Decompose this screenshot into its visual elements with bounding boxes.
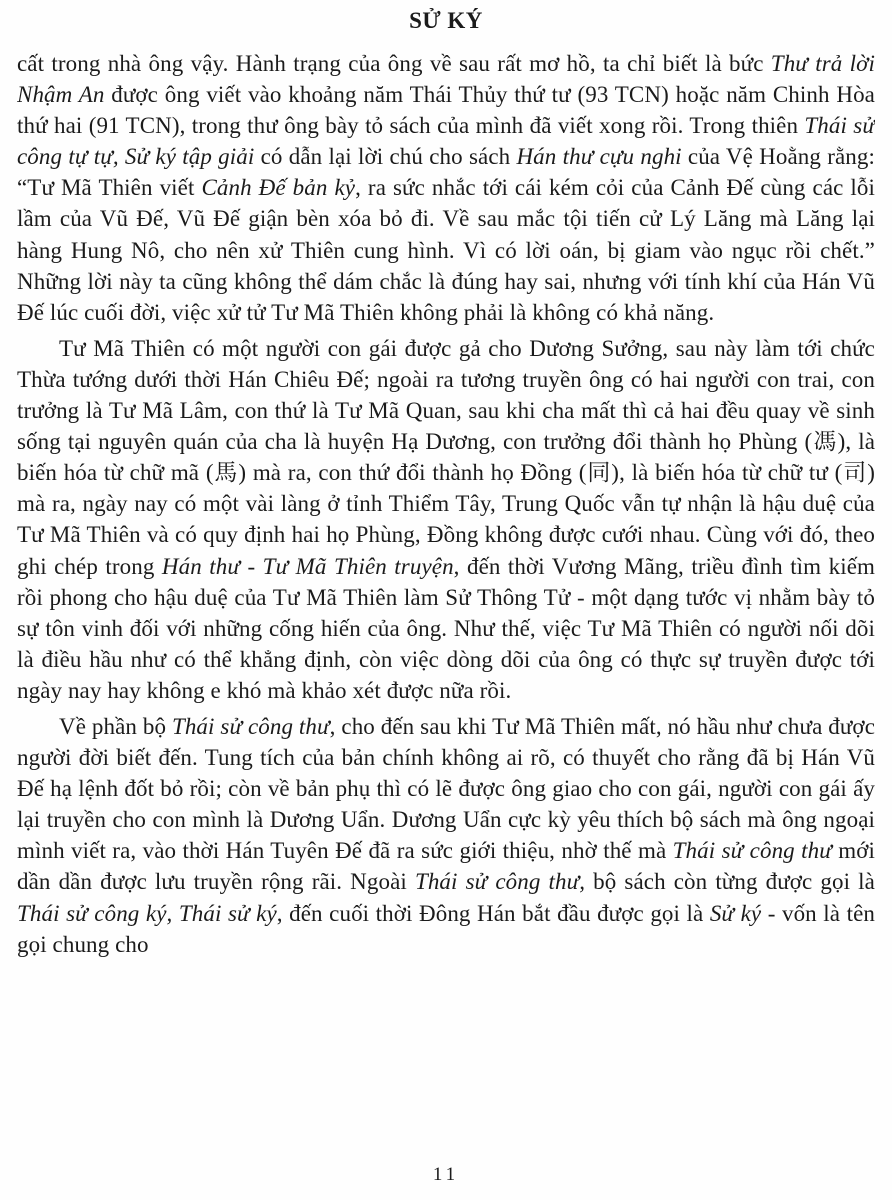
running-head: SỬ KÝ: [409, 8, 483, 33]
text-run: , cho đến sau khi Tư Mã Thiên mất, nó hầu như chưa được người đời biết đến. Tung tích của bản chính không ai rõ, có thuyết cho rằng đã bị Hán Vũ Đế hạ lệnh đốt bỏ rồi; còn về bản phụ thì có lẽ được ông giao cho con gái, người con gái ấy lại truyền cho con mình là Dương Uẩn. Dương Uẩn cực kỳ yêu thích bộ sách mà ông ngoại mình viết ra, vào thời Hán Tuyên Đế đã ra sức giới thiệu, nhờ thế mà: [17, 713, 875, 864]
book-title-italic: Sử ký: [709, 900, 762, 926]
text-run: , ra sức nhắc tới cái kém cỏi của Cảnh Đế cùng các lỗi lầm của Vũ Đế, Vũ Đế giận bèn xóa bỏ đi. Về sau mắc tội tiến cử Lý Lăng mà Lăng lại hàng Hung Nô, cho nên xử Thiên cung hình. Vì có lời oán, bị giam vào ngục rồi chết.” Những lời này ta cũng không thể dám chắc là đúng hay sai, nhưng với tính khí của Hán Vũ Đế lúc cuối đời, việc xử tử Tư Mã Thiên không phải là không có khả năng.: [17, 175, 875, 325]
book-title-italic: Thái sử công tự tự, Sử ký tập giải: [17, 113, 875, 170]
book-title-italic: Hán thư cựu nghi: [516, 144, 682, 170]
text-run: cất trong nhà ông vậy. Hành trạng của ông về sau rất mơ hồ, ta chỉ biết là bức: [17, 51, 771, 76]
book-title-italic: Thái sử công ký, Thái sử ký: [17, 900, 277, 926]
book-title-italic: Thư trả lời Nhậm An: [17, 51, 875, 108]
paragraph: [17, 48, 875, 328]
text-run: Tư Mã Thiên có một người con gái được gả cho Dương Sưởng, sau này làm tới chức Thừa tướng dưới thời Hán Chiêu Đế; ngoài ra tương truyền ông có hai người con trai, con trưởng là Tư Mã Lâm, con thứ là Tư Mã Quan, sau khi cha mất thì cả hai đều quay về sinh sống tại nguyên quán của cha là huyện Hạ Dương, con trưởng đổi thành họ Phùng (馮), là biến hóa từ chữ mã (馬) mà ra, con thứ đổi thành họ Đồng (同), là biến hóa từ chữ tư (司) mà ra, ngày nay có một vài làng ở tỉnh Thiểm Tây, Trung Quốc vẫn tự nhận là hậu duệ của Tư Mã Thiên và có quy định hai họ Phùng, Đồng không được cưới nhau. Cùng với đó, theo ghi chép trong: [17, 335, 875, 579]
text-run: , đến cuối thời Đông Hán bắt đầu được gọi là: [276, 900, 710, 926]
book-title-italic: Thái sử công thư: [171, 713, 330, 739]
book-title-italic: Hán thư - Tư Mã Thiên truyện: [161, 553, 454, 579]
paragraph: [17, 333, 875, 706]
paragraph: [17, 711, 875, 960]
text-run: bộ sách còn từng được gọi là: [585, 869, 875, 895]
book-title-italic: Cảnh Đế bản kỷ: [201, 175, 356, 201]
body-text: [17, 48, 875, 1156]
text-run: có dẫn lại lời chú cho sách: [254, 144, 517, 170]
text-run: - vốn là tên gọi chung cho: [17, 900, 875, 957]
book-title-italic: Thái sử công thư,: [414, 869, 586, 895]
page-number: 11: [432, 1164, 460, 1185]
text-run: được ông viết vào khoảng năm Thái Thủy thứ tư (93 TCN) hoặc năm Chinh Hòa thứ hai (91 TCN), trong thư ông bày tỏ sách của mình đã viết xong rồi. Trong thiên: [17, 82, 875, 139]
text-run: , đến thời Vương Mãng, triều đình tìm kiếm rồi phong cho hậu duệ của Tư Mã Thiên làm Sử Thông Tử - một dạng tước vị nhằm bày tỏ sự tôn vinh đối với những cống hiến của ông. Như thế, việc Tư Mã Thiên có người nối dõi là điều hầu như có thể khẳng định, còn việc dòng dõi của ông có thực sự truyền được tới ngày nay hay không e khó mà khảo xét được nữa rồi.: [17, 553, 875, 703]
text-run: mới dần dần được lưu truyền rộng rãi. Ngoài: [17, 838, 875, 895]
book-title-italic: Thái sử công thư: [672, 838, 832, 864]
text-run: của Vệ Hoằng rằng: “Tư Mã Thiên viết: [17, 144, 875, 201]
text-run: Về phần bộ: [59, 713, 172, 739]
